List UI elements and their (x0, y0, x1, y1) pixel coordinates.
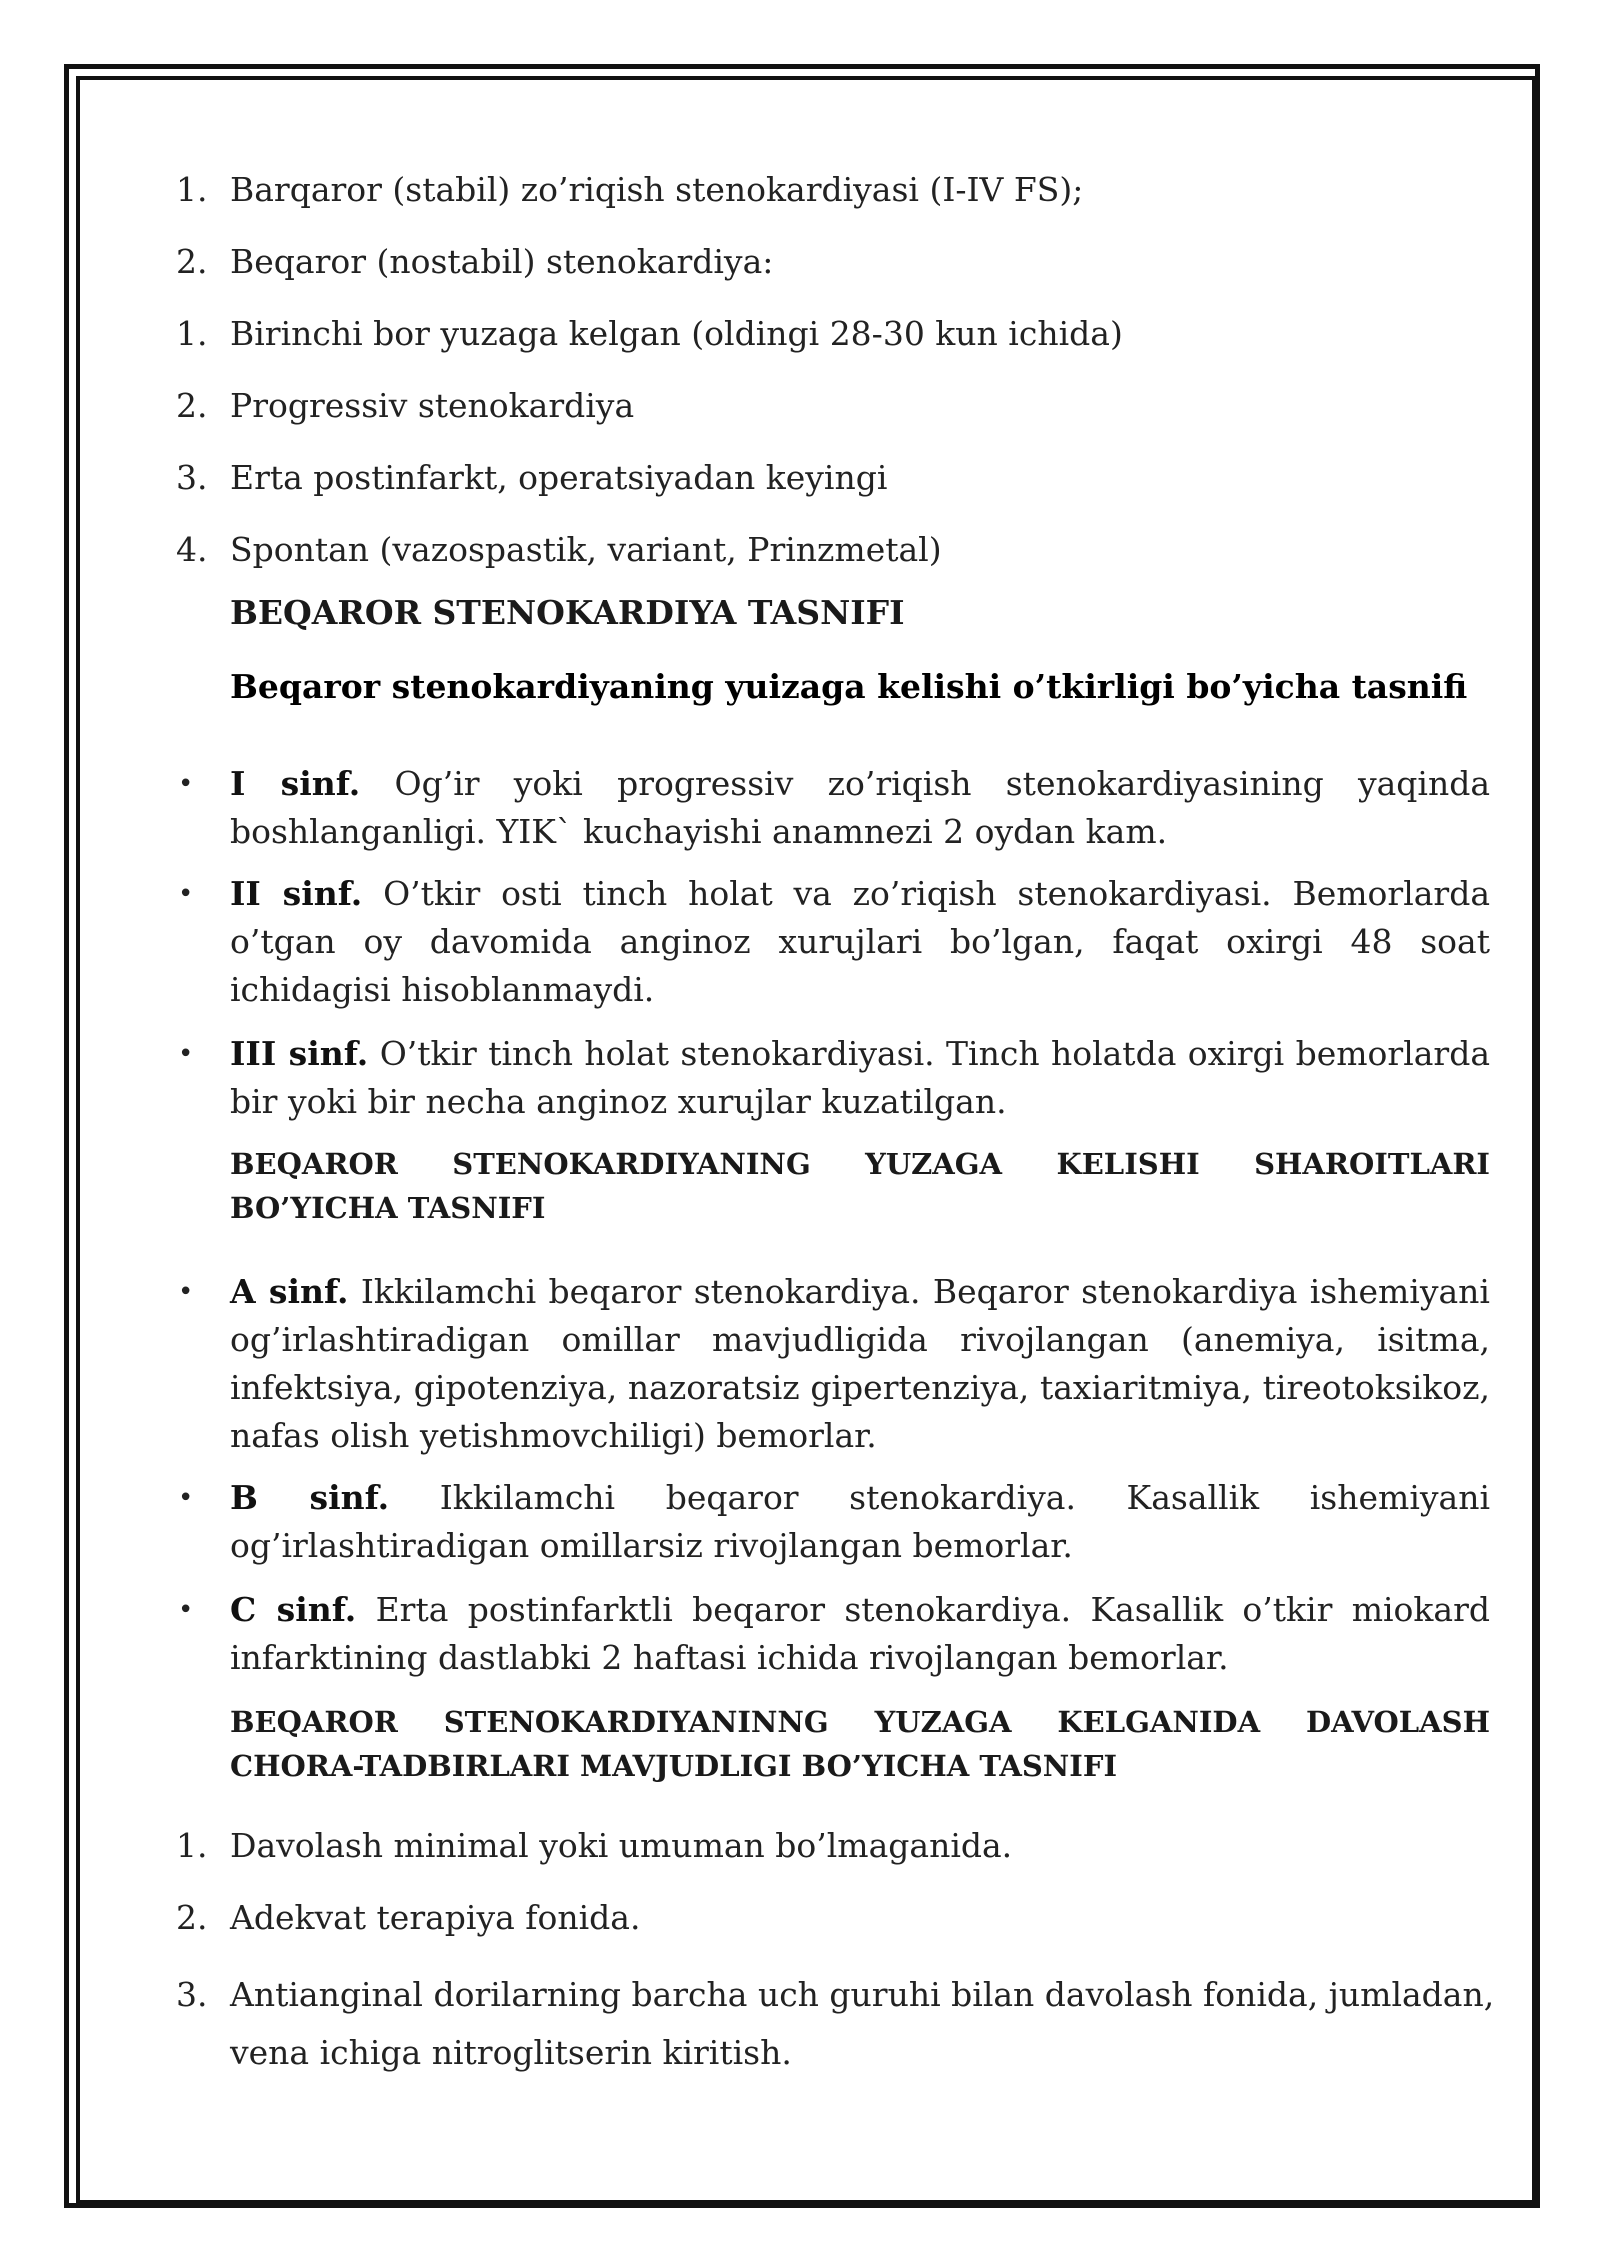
list-text: Birinchi bor yuzaga kelgan (oldingi 28-30 kun ichida) (230, 314, 1123, 353)
bullet-body: Ikkilamchi beqaror stenokardiya. Kasallik ishemiyani og’irlashtiradigan omillarsiz rivojlangan bemorlar. (230, 1478, 1490, 1565)
bullet-text (230, 1586, 1490, 1682)
list-number: 3. (176, 1975, 208, 2014)
list-item (176, 1894, 1516, 1942)
list-item (176, 382, 1516, 430)
bullet-text (230, 1268, 1490, 1460)
list-text: Beqaror (nostabil) stenokardiya: (230, 242, 774, 281)
list-number: 2. (176, 242, 208, 281)
bullet-glyph: • (178, 769, 194, 799)
bullet-item (178, 760, 1490, 856)
list-text: Adekvat terapiya fonida. (230, 1898, 641, 1937)
list-text: Barqaror (stabil) zo’riqish stenokardiyasi (I-IV FS); (230, 170, 1084, 209)
list-text: Spontan (vazospastik, variant, Prinzmetal) (230, 530, 942, 569)
bullet-body: Og’ir yoki progressiv zo’riqish stenokardiyasining yaqinda boshlanganligi. YIK` kuchayishi anamnezi 2 oydan kam. (230, 764, 1490, 851)
bullet-item (178, 1268, 1490, 1460)
bullet-text (230, 870, 1490, 1014)
bullet-text (230, 760, 1490, 856)
list-number: 2. (176, 1898, 208, 1937)
list-item (176, 166, 1516, 214)
section-heading: BEQAROR STENOKARDIYA TASNIFI (230, 593, 905, 632)
bullet-text (230, 1474, 1490, 1570)
bullet-label: C sinf. (230, 1590, 357, 1629)
bullet-body: Ikkilamchi beqaror stenokardiya. Beqaror stenokardiya ishemiyani og’irlashtiradigan omillar mavjudligida rivojlangan (anemiya, isitma, infektsiya, gipotenziya, nazoratsiz gipertenziya, taxiaritmiya, tireotoksikoz, nafas olish yetishmovchiligi) bemorlar. (230, 1272, 1490, 1455)
list-item (176, 454, 1516, 502)
bullet-body: Erta postinfarktli beqaror stenokardiya. Kasallik o’tkir miokard infarktining dastlabki 2 haftasi ichida rivojlangan bemorlar. (230, 1590, 1490, 1677)
list-text: Progressiv stenokardiya (230, 386, 635, 425)
bullet-label: B sinf. (230, 1478, 390, 1517)
bullet-item (178, 870, 1490, 1014)
list-item (176, 1822, 1516, 1870)
bullet-glyph: • (178, 879, 194, 909)
list-text: Antianginal dorilarning barcha uch guruhi bilan davolash fonida, jumladan, vena ichiga nitroglitserin kiritish. (230, 1975, 1495, 2072)
bullet-body: O’tkir osti tinch holat va zo’riqish stenokardiyasi. Bemorlarda o’tgan oy davomida anginoz xurujlari bo’lgan, faqat oxirgi 48 soat ichidagisi hisoblanmaydi. (230, 874, 1490, 1009)
bullet-label: III sinf. (230, 1034, 369, 1073)
list-item (176, 1966, 1516, 2082)
bullet-body: O’tkir tinch holat stenokardiyasi. Tinch holatda oxirgi bemorlarda bir yoki bir necha anginoz xurujlar kuzatilgan. (230, 1034, 1490, 1121)
section-subheading: Beqaror stenokardiyaning yuizaga kelishi o’tkirligi bo’yicha tasnifi (230, 667, 1468, 706)
list-item (176, 310, 1516, 358)
list-item (176, 238, 1516, 286)
list-number: 3. (176, 458, 208, 497)
bullet-item (178, 1474, 1490, 1570)
list-text: Erta postinfarkt, operatsiyadan keyingi (230, 458, 888, 497)
list-text: Davolash minimal yoki umuman bo’lmaganida. (230, 1826, 1013, 1865)
section-heading: BEQAROR STENOKARDIYANINNG YUZAGA KELGANIDA DAVOLASH CHORA-TADBIRLARI MAVJUDLIGI BO’YICHA TASNIFI (230, 1705, 1490, 1783)
bullet-text (230, 1030, 1490, 1126)
list-number: 1. (176, 314, 208, 353)
list-item (176, 526, 1516, 574)
list-number: 1. (176, 1826, 208, 1865)
section-heading: BEQAROR STENOKARDIYANING YUZAGA KELISHI SHAROITLARI BO’YICHA TASNIFI (230, 1147, 1490, 1225)
bullet-glyph: • (178, 1039, 194, 1069)
bullet-item (178, 1030, 1490, 1126)
bullet-item (178, 1586, 1490, 1682)
bullet-glyph: • (178, 1277, 194, 1307)
list-number: 4. (176, 530, 208, 569)
bullet-glyph: • (178, 1483, 194, 1513)
list-number: 1. (176, 170, 208, 209)
bullet-label: II sinf. (230, 874, 363, 913)
list-number: 2. (176, 386, 208, 425)
bullet-label: A sinf. (230, 1272, 349, 1311)
bullet-label: I sinf. (230, 764, 361, 803)
bullet-glyph: • (178, 1595, 194, 1625)
